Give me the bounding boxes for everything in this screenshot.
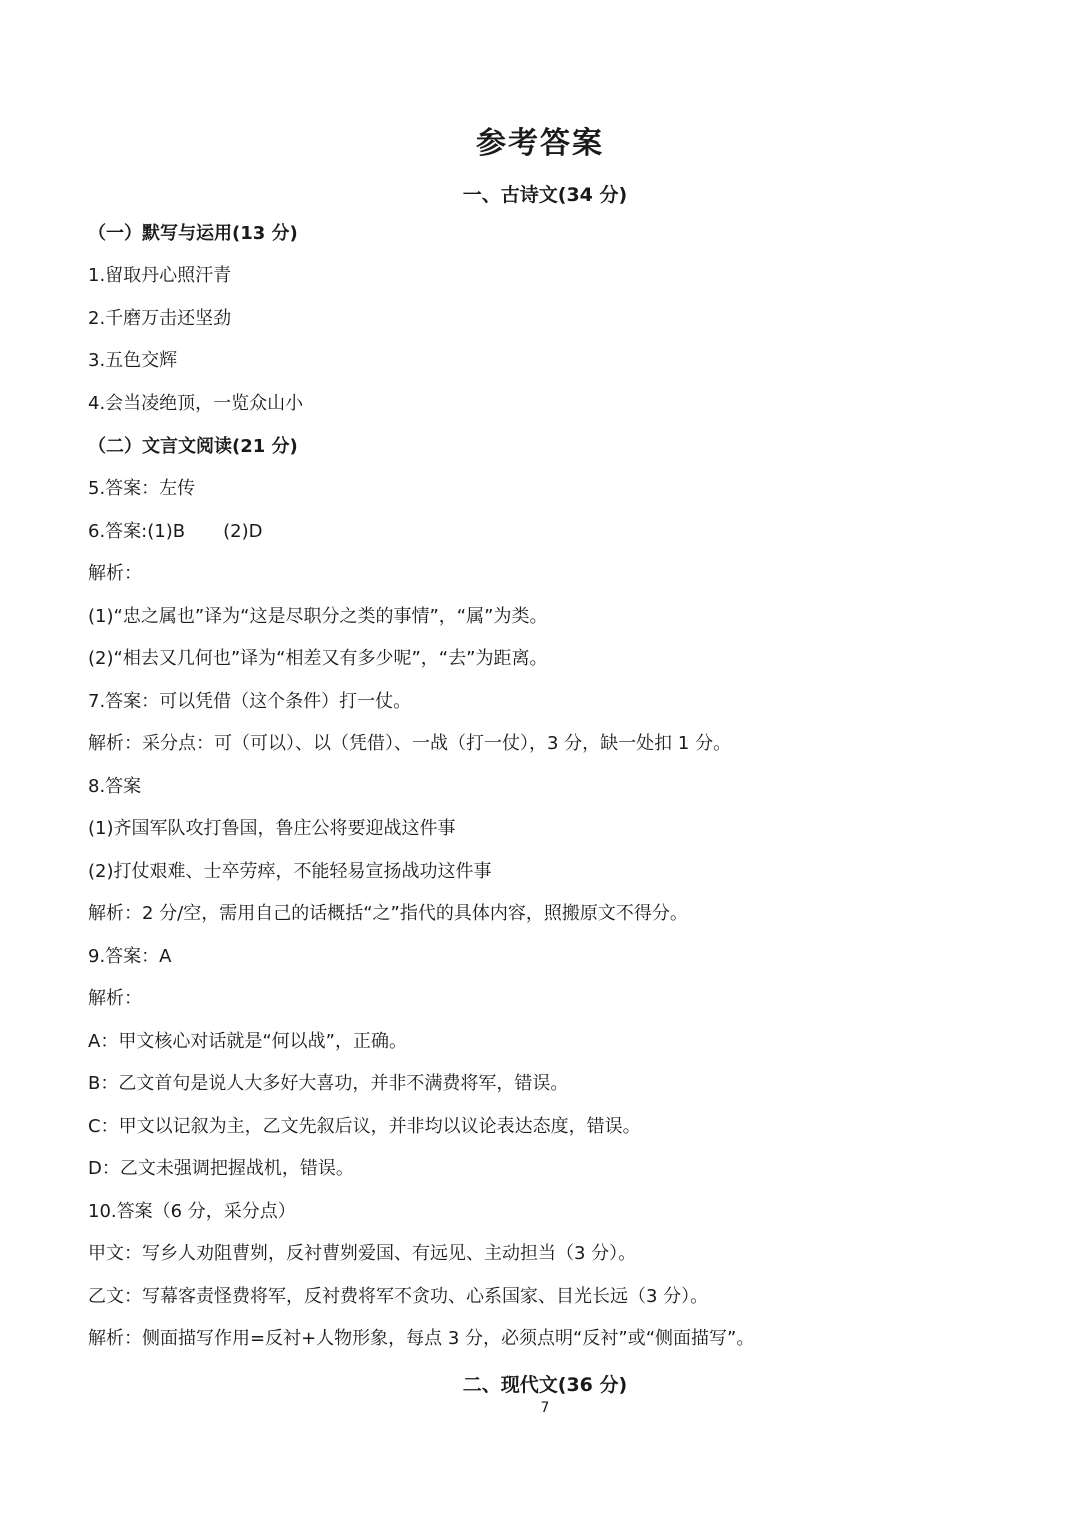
analysis-6-2: (2)“相去又几何也”译为“相差又有多少呢”，“去”为距离。 xyxy=(88,648,548,669)
answer-6b: (2)D xyxy=(223,521,263,542)
answer-1: 1.留取丹心照汗青 xyxy=(88,265,232,286)
answer-7: 7.答案：可以凭借（这个条件）打一仗。 xyxy=(88,691,412,712)
answer-6a: 6.答案:(1)B xyxy=(88,521,186,542)
answer-10-jia: 甲文：写乡人劝阻曹刿，反衬曹刿爱国、有远见、主动担当（3 分）。 xyxy=(88,1243,637,1264)
analysis-9-label: 解析： xyxy=(88,988,142,1009)
analysis-9-b: B：乙文首句是说人大多好大喜功，并非不满费将军，错误。 xyxy=(88,1073,569,1094)
page-number: 7 xyxy=(540,1400,550,1416)
section2-heading: 二、现代文(36 分) xyxy=(462,1374,628,1396)
answer-3: 3.五色交辉 xyxy=(88,350,178,371)
answer-2: 2.千磨万击还坚劲 xyxy=(88,308,232,329)
analysis-8: 解析：2 分/空，需用自己的话概括“之”指代的具体内容，照搬原文不得分。 xyxy=(88,903,688,924)
answer-4: 4.会当凌绝顶，一览众山小 xyxy=(88,393,304,414)
analysis-9-d: D：乙文未强调把握战机，错误。 xyxy=(88,1158,354,1179)
answer-10-yi: 乙文：写幕客责怪费将军，反衬费将军不贪功、心系国家、目光长远（3 分）。 xyxy=(88,1286,709,1307)
analysis-6-label: 解析： xyxy=(88,563,142,584)
answer-9: 9.答案：A xyxy=(88,946,172,967)
analysis-9-a: A：甲文核心对话就是“何以战”，正确。 xyxy=(88,1031,407,1052)
analysis-10: 解析：侧面描写作用=反衬+人物形象，每点 3 分，必须点明“反衬”或“侧面描写”。 xyxy=(88,1328,755,1349)
answer-10: 10.答案（6 分，采分点） xyxy=(88,1201,296,1222)
analysis-7: 解析：采分点：可（可以）、以（凭借）、一战（打一仗），3 分，缺一处扣 1 分。 xyxy=(88,733,732,754)
page-title: 参考答案 xyxy=(476,126,604,161)
answer-5: 5.答案：左传 xyxy=(88,478,196,499)
part1-heading: （一）默写与运用(13 分) xyxy=(88,223,298,244)
answer-8-label: 8.答案 xyxy=(88,776,142,797)
analysis-6-1: (1)“忠之属也”译为“这是尽职分之类的事情”，“属”为类。 xyxy=(88,606,548,627)
part2-heading: （二）文言文阅读(21 分) xyxy=(88,436,298,457)
answer-6 xyxy=(88,520,262,544)
section1-heading: 一、古诗文(34 分) xyxy=(462,184,628,206)
answer-8-2: (2)打仗艰难、士卒劳瘁，不能轻易宣扬战功这件事 xyxy=(88,861,492,882)
answer-8-1: (1)齐国军队攻打鲁国，鲁庄公将要迎战这件事 xyxy=(88,818,456,839)
analysis-9-c: C：甲文以记叙为主，乙文先叙后议，并非均以议论表达态度，错误。 xyxy=(88,1116,641,1137)
